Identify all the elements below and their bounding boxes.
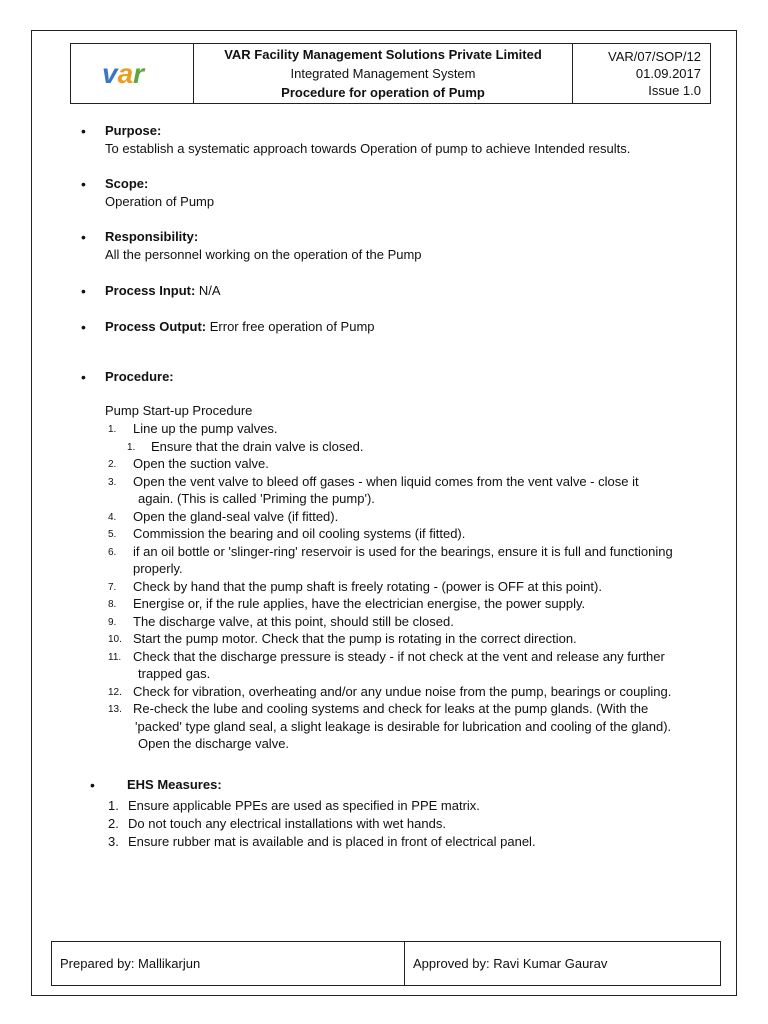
- list-item: 2. Do not touch any electrical installations with wet hands.: [108, 816, 446, 831]
- list-item: 2. Open the suction valve.: [108, 456, 269, 471]
- section-scope: [81, 175, 214, 211]
- list-item: 1. Line up the pump valves.: [108, 421, 278, 436]
- var-logo: [100, 59, 164, 89]
- procedure-subtitle: Pump Start-up Procedure: [105, 403, 253, 418]
- doc-info-cell: [573, 44, 710, 103]
- prepared-by: Prepared by: Mallikarjun: [52, 942, 405, 985]
- section-label: Scope:: [105, 176, 149, 191]
- bullet: •: [81, 319, 86, 335]
- system-name: Integrated Management System: [290, 66, 476, 81]
- bullet: •: [81, 369, 86, 385]
- ehs-list: [108, 797, 738, 851]
- section-process-input: [81, 282, 221, 300]
- section-text: To establish a systematic approach towards Operation of pump to achieve Intended results.: [105, 141, 631, 156]
- bullet: •: [81, 283, 86, 299]
- section-responsibility: [81, 228, 422, 264]
- bullet: •: [81, 229, 86, 245]
- section-text: Operation of Pump: [105, 194, 215, 209]
- list-item: 11. Check that the discharge pressure is steady - if not check at the vent and release any further trapped gas.: [108, 648, 665, 681]
- list-item: 7. Check by hand that the pump shaft is freely rotating - (power is OFF at this point).: [108, 578, 602, 594]
- list-item: 3. Open the vent valve to bleed off gases - when liquid comes from the vent valve - close it again. (This is called 'Priming the pump').: [108, 473, 639, 506]
- section-purpose: [81, 122, 630, 158]
- signature-footer: [51, 941, 721, 986]
- list-item: 5. Commission the bearing and oil cooling systems (if fitted).: [108, 526, 466, 541]
- section-label: Process Input:: [105, 283, 196, 298]
- procedure-steps: [108, 420, 738, 753]
- list-item: 4. Open the gland-seal valve (if fitted).: [108, 508, 339, 524]
- list-item: 1. Ensure applicable PPEs are used as specified in PPE matrix.: [108, 798, 480, 813]
- list-item: 12. Check for vibration, overheating and/or any undue noise from the pump, bearings or coupling.: [108, 683, 672, 699]
- doc-issue: Issue 1.0: [648, 83, 701, 98]
- section-text: N/A: [198, 283, 221, 298]
- list-item: 9. The discharge valve, at this point, should still be closed.: [108, 613, 454, 629]
- bullet: •: [90, 777, 95, 793]
- section-label: Purpose:: [105, 123, 162, 138]
- bullet: •: [81, 123, 86, 139]
- list-item: 8. Energise or, if the rule applies, have the electrician energise, the power supply.: [108, 596, 586, 611]
- section-label: Responsibility:: [105, 229, 199, 244]
- section-text: All the personnel working on the operation of the Pump: [105, 247, 422, 262]
- procedure-title: Procedure for operation of Pump: [281, 85, 485, 100]
- bullet: •: [81, 176, 86, 192]
- section-ehs: [90, 776, 222, 794]
- doc-date: 01.09.2017: [635, 66, 701, 81]
- section-text: Error free operation of Pump: [209, 319, 375, 334]
- list-item: 3. Ensure rubber mat is available and is placed in front of electrical panel.: [108, 834, 536, 849]
- company-name: VAR Facility Management Solutions Private Limited: [224, 47, 542, 62]
- section-procedure: [81, 368, 174, 386]
- list-item: 13. Re-check the lube and cooling systems and check for leaks at the pump glands. (With the 'packed' type gland seal, a slight leakage is desirable for lubrication and cooling of the gland). Open the discharge valve.: [108, 701, 672, 751]
- title-cell: [194, 44, 573, 103]
- section-label: Procedure:: [105, 369, 174, 384]
- list-item: 6. if an oil bottle or 'slinger-ring' reservoir is used for the bearings, ensure it is full and functioning properly.: [108, 543, 673, 576]
- svg-text:var: var: [102, 58, 145, 89]
- doc-number: VAR/07/SOP/12: [608, 49, 701, 64]
- section-label: Process Output:: [105, 319, 207, 334]
- section-process-output: [81, 318, 375, 336]
- logo-cell: [71, 44, 194, 103]
- document-header: [70, 43, 711, 104]
- list-item: 1. Ensure that the drain valve is closed.: [127, 438, 364, 454]
- list-item: 10. Start the pump motor. Check that the pump is rotating in the correct direction.: [108, 631, 577, 646]
- section-label: EHS Measures:: [127, 777, 222, 792]
- approved-by: Approved by: Ravi Kumar Gaurav: [413, 956, 608, 971]
